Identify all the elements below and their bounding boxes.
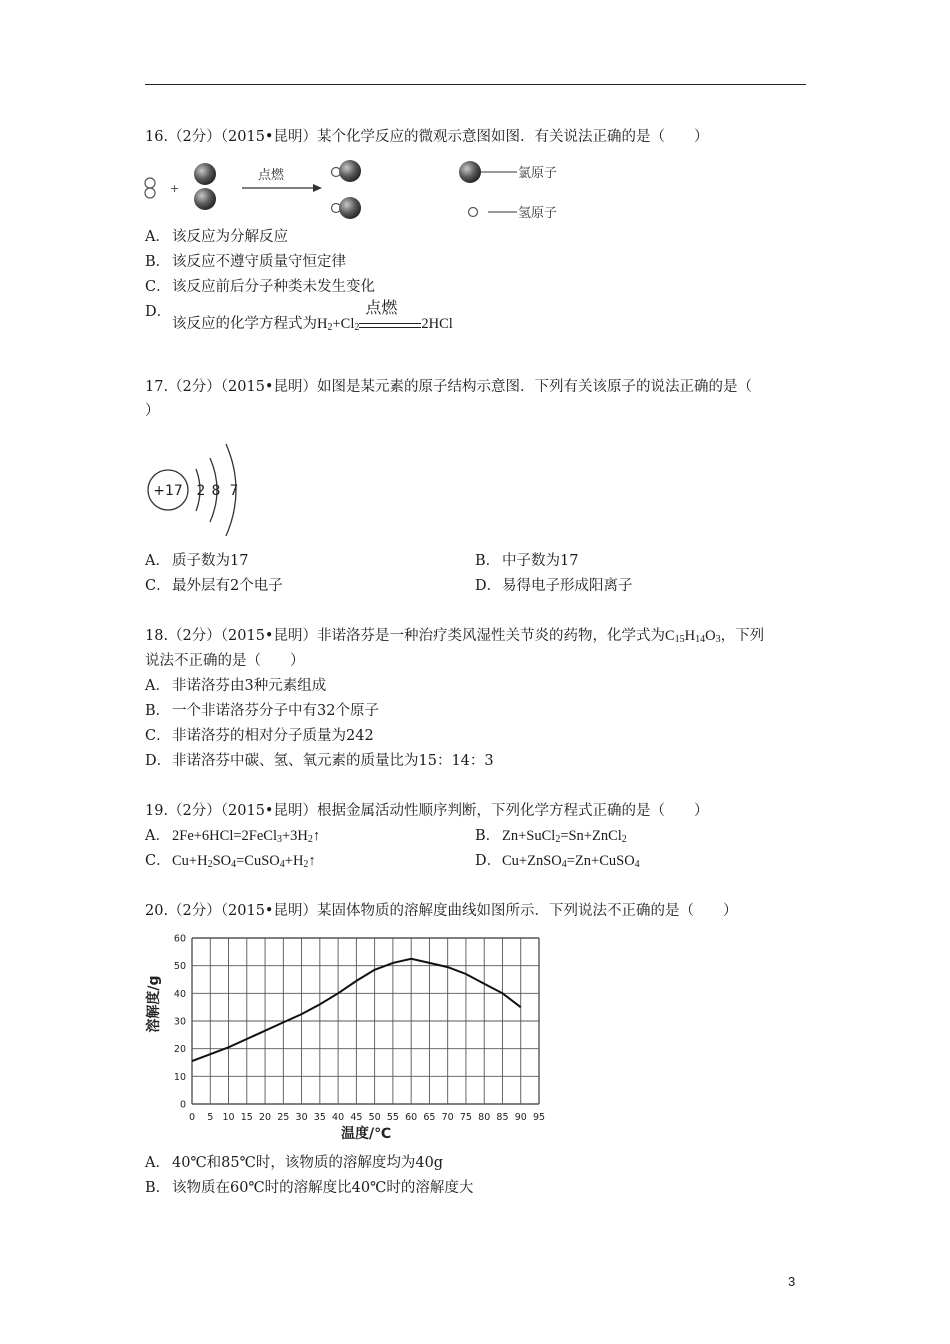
q17-stem-line2: ）: [145, 403, 160, 419]
chart-ticks: [174, 934, 545, 1124]
q20-option-b[interactable]: B． 该物质在60℃时的溶解度比40℃时的溶解度大: [145, 1180, 474, 1196]
q17-stem-line1: 17.（2分）（2015•昆明）如图是某元素的原子结构示意图．下列有关该原子的说法正确的是（: [145, 379, 752, 395]
q17-option-c[interactable]: C．最外层有2个电子: [145, 578, 283, 594]
fenoprofen-formula: $C_{15}H_{14}O_3$: [665, 628, 721, 645]
legend-cl-label: 氯原子: [518, 166, 558, 181]
q17-option-b[interactable]: B． 中子数为17: [475, 553, 579, 569]
shell-1-electrons: 2: [196, 483, 206, 499]
page-number: 3: [788, 1274, 796, 1289]
q19-option-a[interactable]: A． $2Fe+6HCl=2FeCl_3+3H_2↑$: [145, 828, 321, 845]
legend-hydrogen-atom: [469, 206, 558, 221]
x-tick-label: 40: [332, 1112, 345, 1123]
y-tick-label: 60: [173, 933, 186, 945]
chart-grid: [192, 938, 539, 1104]
nucleus-charge: +17: [153, 483, 183, 499]
x-tick-label: 90: [514, 1112, 527, 1123]
q18-option-a[interactable]: A． 非诺洛芬由3种元素组成: [145, 678, 327, 694]
q19-stem: 19.（2分）（2015•昆明）根据金属活动性顺序判断，下列化学方程式正确的是（ ）: [145, 803, 709, 819]
x-tick-label: 0: [188, 1112, 196, 1123]
x-tick-label: 95: [532, 1112, 546, 1123]
x-axis-label: 温度/℃: [340, 1126, 392, 1142]
h2-molecule: [145, 178, 155, 198]
hcl-molecule-1: [332, 160, 362, 182]
q18-option-b[interactable]: B． 一个非诺洛芬分子中有32个原子: [145, 703, 379, 719]
d-equation: $H_2+Cl_2$ 点燃 2HCl: [317, 297, 453, 333]
q17-option-a[interactable]: A． 质子数为17: [145, 553, 249, 569]
q18-option-c[interactable]: C．非诺洛芬的相对分子质量为242: [145, 728, 374, 744]
q20-option-a[interactable]: A． 40℃和85℃时，该物质的溶解度均为40g: [145, 1155, 444, 1171]
q16-option-d[interactable]: 该反应的化学方程式为$H_2+Cl_2$ 点燃 2HCl: [172, 297, 453, 333]
legend-h-label: 氢原子: [518, 206, 558, 221]
x-tick-label: 80: [478, 1112, 491, 1123]
y-tick-label: 20: [173, 1044, 186, 1056]
x-tick-label: 60: [405, 1112, 418, 1123]
y-tick-label: 50: [173, 961, 186, 973]
atom-structure-diagram: [140, 436, 250, 540]
q16-reaction-diagram: [140, 150, 600, 228]
q20-stem: 20.（2分）（2015•昆明）某固体物质的溶解度曲线如图所示．下列说法不正确的是（ ）: [145, 903, 738, 919]
x-tick-label: 15: [240, 1112, 253, 1123]
q18-stem-line2: 说法不正确的是（ ）: [145, 653, 305, 669]
q19-b-equation: Zn+SuCl$_2$=Sn+ZnCl$_2$: [502, 828, 627, 845]
x-tick-label: 75: [459, 1112, 472, 1123]
hcl-molecule-2: [332, 197, 362, 219]
q16-stem: 16.（2分）（2015•昆明）某个化学反应的微观示意图如图．有关说法正确的是（ ）: [145, 129, 709, 145]
q19-a-equation: $2Fe+6HCl=2FeCl_3+3H_2↑$: [172, 828, 321, 845]
x-tick-label: 10: [222, 1112, 235, 1123]
q19-d-equation: Cu+ZnSO$_4$=Zn+CuSO$_4$: [502, 853, 640, 870]
q19-option-b[interactable]: B． Zn+SuCl$_2$=Sn+ZnCl$_2$: [475, 828, 627, 845]
arrow-head-icon: [313, 184, 322, 192]
x-tick-label: 85: [496, 1112, 509, 1123]
y-tick-label: 0: [179, 1099, 186, 1111]
reaction-condition: [359, 297, 421, 332]
x-tick-label: 65: [423, 1112, 436, 1123]
x-tick-label: 45: [350, 1112, 363, 1123]
q16-option-a[interactable]: A． 该反应为分解反应: [145, 229, 288, 245]
shell-3-electrons: 7: [229, 483, 239, 499]
q16-option-b[interactable]: B． 该反应不遵守质量守恒定律: [145, 254, 346, 270]
x-tick-label: 25: [277, 1112, 290, 1123]
solubility-chart: [140, 928, 560, 1146]
q18-option-d[interactable]: D．非诺洛芬中碳、氢、氧元素的质量比为15：14：3: [145, 753, 494, 769]
y-tick-label: 10: [173, 1071, 186, 1083]
x-tick-label: 50: [368, 1112, 381, 1123]
x-tick-label: 5: [207, 1112, 214, 1123]
y-tick-label: 40: [173, 988, 186, 1000]
legend-chlorine-atom: [459, 161, 557, 183]
condition-label: 点燃: [365, 297, 398, 317]
q16-option-d-letter[interactable]: D．: [145, 304, 172, 320]
q19-c-equation: $Cu+H_2SO_4=CuSO_4+H_2↑$: [172, 853, 316, 870]
shell-2-electrons: 8: [211, 483, 221, 499]
cl2-molecule: [194, 163, 216, 210]
arrow-label: 点燃: [258, 168, 285, 183]
y-axis-label: 溶解度/g: [146, 975, 162, 1033]
q19-option-d[interactable]: D．Cu+ZnSO$_4$=Zn+CuSO$_4$: [475, 853, 640, 870]
q17-option-d[interactable]: D．易得电子形成阳离子: [475, 578, 633, 594]
q16-option-c[interactable]: C．该反应前后分子种类未发生变化: [145, 279, 375, 295]
header-rule: [145, 84, 806, 85]
plus-sign: +: [170, 182, 180, 195]
x-tick-label: 30: [295, 1112, 308, 1123]
x-tick-label: 55: [386, 1112, 399, 1123]
y-tick-label: 30: [173, 1016, 186, 1028]
x-tick-label: 20: [259, 1112, 272, 1123]
x-tick-label: 35: [313, 1112, 326, 1123]
q18-stem-line1: 18.（2分）（2015•昆明）非诺洛芬是一种治疗类风湿性关节炎的药物，化学式为$C_{15}H_{14}O_3$，下列: [145, 628, 765, 645]
x-tick-label: 70: [441, 1112, 454, 1123]
q19-option-c[interactable]: C．$Cu+H_2SO_4=CuSO_4+H_2↑$: [145, 853, 316, 870]
